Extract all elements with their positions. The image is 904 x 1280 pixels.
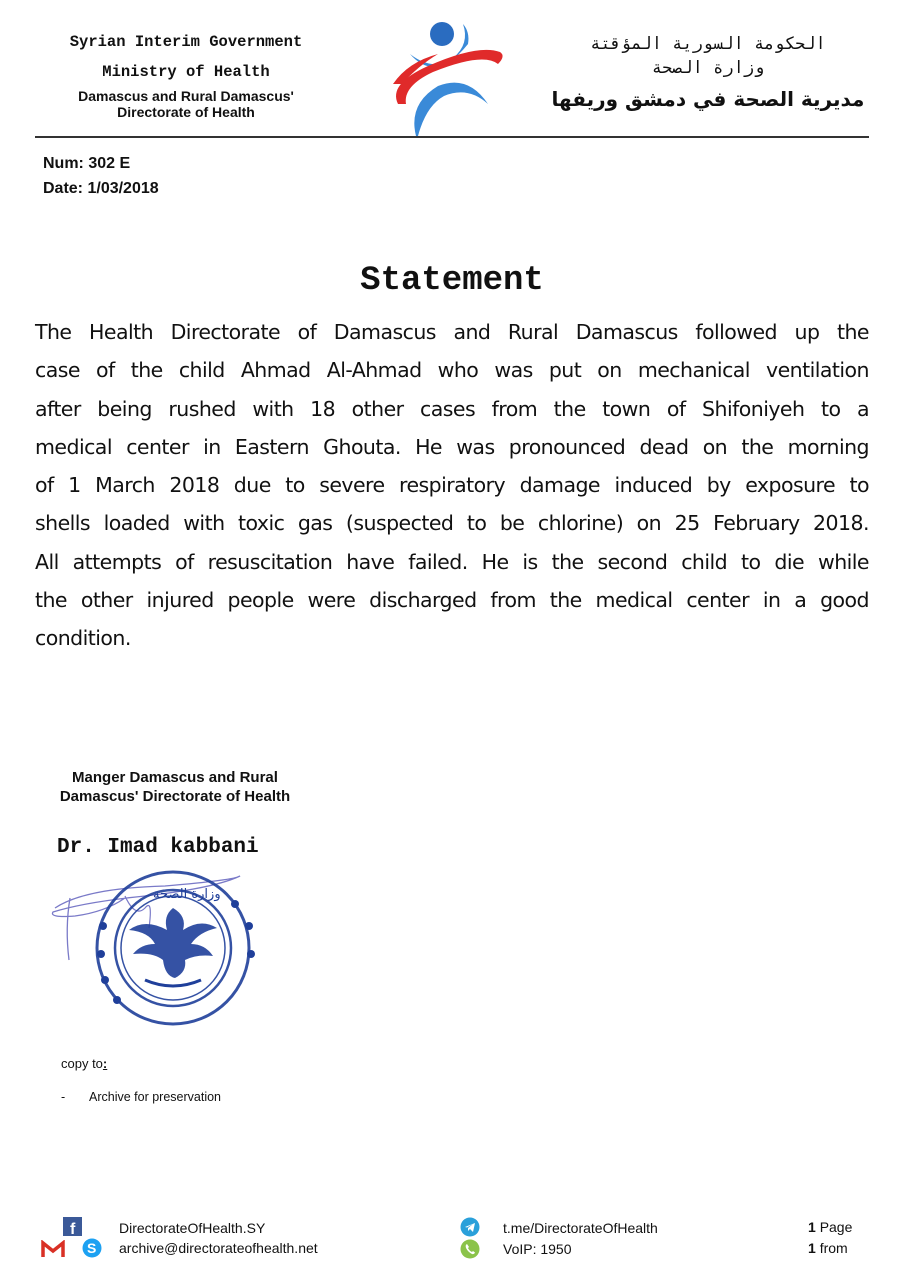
voip-number: VoIP: 1950 — [503, 1241, 572, 1257]
svg-text:وزارة الصحة: وزارة الصحة — [153, 887, 221, 902]
document-number: Num: 302 E — [43, 155, 131, 172]
body-line: The Health Directorate of Damascus and Rural Damascus followed up the — [35, 320, 869, 344]
official-stamp-icon — [45, 868, 275, 1038]
signatory-title: Manger Damascus and Rural Damascus' Directorate of Health — [59, 769, 291, 805]
facebook-icon — [63, 1217, 82, 1241]
skype-icon — [82, 1238, 102, 1263]
directorate-name-arabic: مديرية الصحة في دمشق وريفها — [551, 87, 865, 111]
body-line: after being rushed with 18 other cases from the town of Shifoniyeh to a — [35, 396, 869, 421]
body-line: medical center in Eastern Ghouta. He was pronounced dead on the morning — [35, 434, 869, 459]
statement-body — [35, 313, 869, 658]
header-arabic — [548, 32, 868, 114]
body-line: shells loaded with toxic gas (suspected to be chlorine) on 25 February 2018. — [35, 511, 869, 536]
phone-icon — [460, 1239, 480, 1264]
copy-to-item: - Archive for preservation — [61, 1090, 222, 1104]
body-line: case of the child Ahmad Al-Ahmad who was put on mechanical ventilation — [35, 358, 869, 383]
gmail-icon — [41, 1240, 65, 1263]
header-english — [36, 32, 336, 120]
body-line: All attempts of resuscitation have failed. He is the second child to die while — [35, 549, 869, 574]
telegram-link[interactable]: t.me/DirectorateOfHealth — [503, 1220, 658, 1236]
ministry-name-arabic: وزارة الصحة — [651, 58, 765, 78]
ministry-name: Ministry of Health — [102, 63, 270, 81]
facebook-link[interactable]: DirectorateOfHealth.SY — [119, 1220, 266, 1236]
document-meta — [43, 151, 159, 201]
page-number: 1 Page — [808, 1219, 853, 1235]
directorate-name: Damascus and Rural Damascus' Directorate of Health — [78, 88, 294, 120]
copy-to-label: copy to: — [61, 1056, 108, 1071]
signatory-name: Dr. Imad kabbani — [57, 836, 259, 859]
body-line: of 1 March 2018 due to severe respiratory damage induced by exposure to — [35, 473, 869, 498]
body-line: the other injured people were discharged from the medical center in a good — [35, 588, 869, 613]
health-directorate-logo-icon — [388, 14, 513, 138]
body-line: condition. — [35, 626, 131, 651]
government-name-arabic: الحكومة السورية المؤقتة — [590, 34, 826, 54]
email-link[interactable]: archive@directorateofhealth.net — [119, 1240, 318, 1256]
header-divider — [35, 136, 869, 138]
document-date: Date: 1/03/2018 — [43, 180, 159, 197]
government-name: Syrian Interim Government — [69, 33, 303, 51]
document-title: Statement — [360, 262, 544, 300]
svg-text:f: f — [70, 1221, 76, 1236]
svg-text:S: S — [87, 1240, 97, 1256]
page-total: 1 from — [808, 1240, 848, 1256]
